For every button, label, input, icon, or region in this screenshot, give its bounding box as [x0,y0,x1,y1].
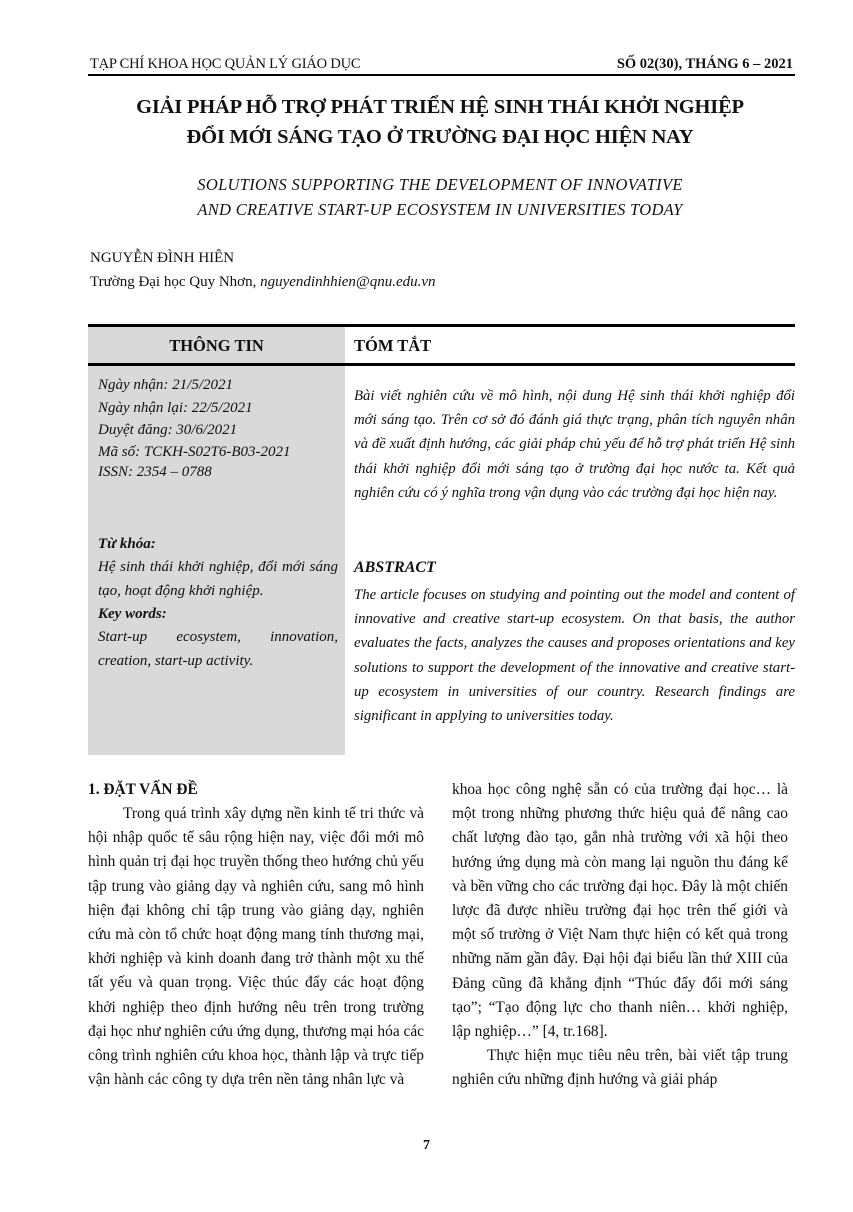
issue-info: SỐ 02(30), THÁNG 6 – 2021 [616,56,793,72]
running-header [88,52,795,76]
keywords-vi-label: Từ khóa: [98,536,156,552]
keywords-block [98,533,338,673]
info-column-header: THÔNG TIN [169,336,264,355]
revised-date: Ngày nhận lại: 22/5/2021 [98,399,253,416]
affiliation-text: Trường Đại học Quy Nhơn, [90,274,261,290]
article-title-vietnamese [60,92,820,152]
body-paragraph: Thực hiện mục tiêu nêu trên, bài viết tập trung nghiên cứu những định hướng và giải pháp [452,1047,788,1089]
keywords-en-label: Key words: [98,606,167,622]
abstract-heading: ABSTRACT [354,559,436,576]
body-column-right [452,778,788,1093]
article-info-table [88,324,795,755]
journal-name: TẠP CHÍ KHOA HỌC QUẢN LÝ GIÁO DỤC [90,56,361,72]
received-date: Ngày nhận: 21/5/2021 [98,377,233,393]
author-affiliation [90,272,436,292]
body-column-left [88,778,424,1092]
author-email[interactable]: nguyendinhhien@qnu.edu.vn [260,274,436,290]
title-vi-line-2: ĐỔI MỚI SÁNG TẠO Ở TRƯỜNG ĐẠI HỌC HIỆN NAY [186,126,694,148]
title-en-line-1: SOLUTIONS SUPPORTING THE DEVELOPMENT OF INNOVATIVE [197,175,683,194]
summary-column-header: TÓM TẮT [354,336,432,355]
abstract-english: The article focuses on studying and pointing out the model and content of innovative and creative start-up ecosystem. On that basis, the author evaluates the facts, analyzes the causes and proposes orientations and key solutions to support the development of the innovative and creative start-up ecosystem in universities of our country. Research findings are significant in applying to universities today. [354,587,795,725]
author-name: NGUYỄN ĐÌNH HIÊN [90,250,235,266]
keywords-vi: Hệ sinh thái khởi nghiệp, đổi mới sáng tạo, hoạt động khởi nghiệp. [98,559,338,599]
title-vi-line-1: GIẢI PHÁP HỖ TRỢ PHÁT TRIỂN HỆ SINH THÁI KHỞI NGHIỆP [136,96,744,118]
issn: ISSN: 2354 – 0788 [98,463,212,480]
section-heading: 1. ĐẶT VẤN ĐỀ [88,781,198,798]
article-metadata [98,374,338,482]
body-paragraph: Trong quá trình xây dựng nền kinh tế tri thức và hội nhập quốc tế sâu rộng hiện nay, việc đổi mới mô hình quản trị đại học truyền thống theo hướng chủ yếu tập trung vào giảng dạy và nghiên cứu, sang mô hình hiện đại không chỉ tập trung vào giảng dạy, nghiên cứu mà còn tổ chức hoạt động mang tính thương mại, khởi nghiệp và kinh doanh đang trở thành một xu thế tất yếu và quan trọng. Việc thúc đẩy các hoạt động khởi nghiệp theo định hướng nêu trên trong trường đại học như nghiên cứu ứng dụng, thương mại hóa các công trình nghiên cứu khoa học, thành lập và trực tiếp vận hành các công ty dựa trên nền tảng nhân lực và [88,805,424,1089]
body-paragraph-continued: khoa học công nghệ sẵn có của trường đại học… là một trong những phương thức hiệu quả để nâng cao chất lượng đào tạo, gắn nhà trường với xã hội theo hướng ứng dụng mà còn mang lại nguồn thu đáng kể và bền vững cho các trường đại học. Đây là một chiến lược đã được nhiều trường đại học trên thế giới và một số trường ở Việt Nam thực hiện có kết quả trong những năm gần đây. Đại hội đại biểu lần thứ XIII của Đảng cũng đã khẳng định “Thúc đẩy đổi mới sáng tạo”; “Tạo động lực cho thanh niên… khởi nghiệp, lập nghiệp…” [4, tr.168]. [452,781,788,1041]
table-header-rule [88,363,795,366]
keywords-en: Start-up ecosystem, innovation, creation, start-up activity. [98,629,338,669]
summary-vietnamese: Bài viết nghiên cứu về mô hình, nội dung Hệ sinh thái khởi nghiệp đổi mới sáng tạo. Trên cơ sở đó đánh giá thực trạng, phân tích nguyên nhân và đề xuất định hướng, các giải pháp chủ yếu để hỗ trợ phát triển Hệ sinh thái khởi nghiệp đổi mới sáng tạo ở trường đại học nước ta. Kết quả nghiên cứu có ý nghĩa trong vận dụng vào các trường đại học hiện nay. [354,388,795,501]
article-code: Mã số: TCKH-S02T6-B03-2021 [98,443,291,460]
accepted-date: Duyệt đăng: 30/6/2021 [98,422,238,438]
page-number: 7 [423,1138,430,1153]
title-en-line-2: AND CREATIVE START-UP ECOSYSTEM IN UNIVERSITIES TODAY [197,200,683,219]
article-title-english [60,172,820,222]
